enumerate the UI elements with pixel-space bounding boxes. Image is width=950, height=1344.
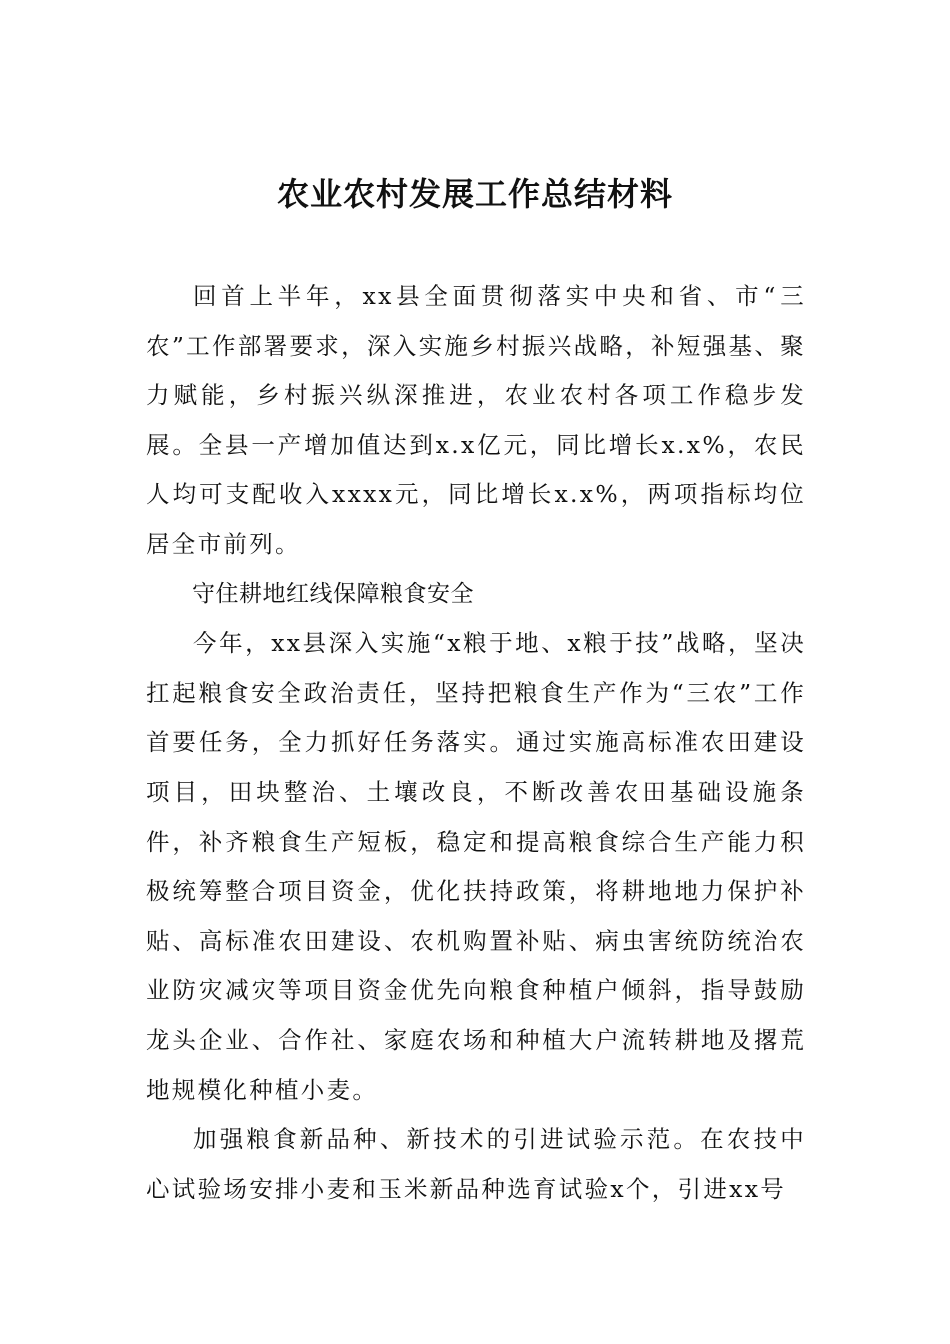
document-title: 农业农村发展工作总结材料 xyxy=(276,175,673,213)
body-paragraph: 今年，xx县深入实施“x粮于地、x粮于技”战略，坚决扛起粮食安全政治责任，坚持把粮食生产作为“三农”工作首要任务，全力抓好任务落实。通过实施高标准农田建设项目，田块整治、土壤改良，不断改善农田基础设施条件，补齐粮食生产短板，稳定和提高粮食综合生产能力积极统筹整合项目资金，优化扶持政策，将耕地地力保护补贴、高标准农田建设、农机购置补贴、病虫害统防统治农业防灾减灾等项目资金优先向粮食种植户倾斜，指导鼓励龙头企业、合作社、家庭农场和种植大户流转耕地及撂荒地规模化种植小麦。 xyxy=(146,629,806,1104)
intro-paragraph: 回首上半年，xx县全面贯彻落实中央和省、市“三农”工作部署要求，深入实施乡村振兴战略，补短强基、聚力赋能，乡村振兴纵深推进，农业农村各项工作稳步发展。全县一产增加值达到x.x亿元，同比增长x.x%，农民人均可支配收入xxxx元，同比增长x.x%，两项指标均位居全市前列。 xyxy=(146,282,806,558)
document-body xyxy=(146,272,806,1214)
section-heading: 守住耕地红线保障粮食安全 xyxy=(192,580,474,607)
body-paragraph: 加强粮食新品种、新技术的引进试验示范。在农技中心试验场安排小麦和玉米新品种选育试验x个，引进xx号 xyxy=(146,1125,806,1203)
